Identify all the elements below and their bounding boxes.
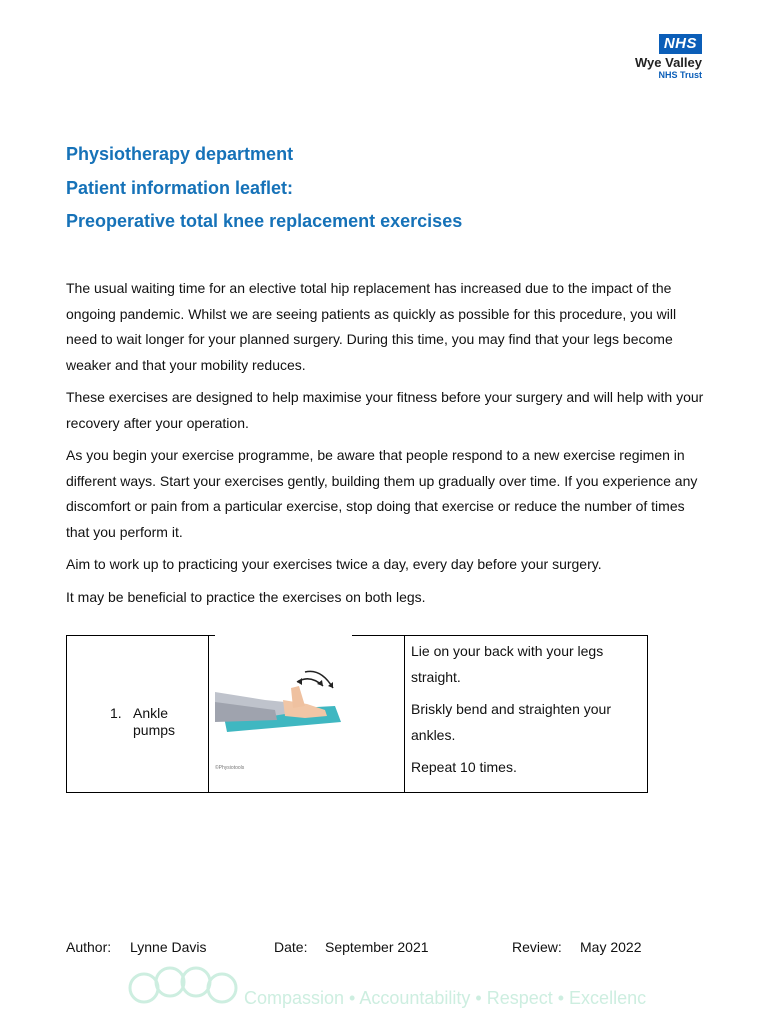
- exercise-number: 1.: [110, 705, 122, 721]
- title-heading: Preoperative total knee replacement exercises: [66, 211, 463, 231]
- paragraph: It may be beneficial to practice the exercises on both legs.: [66, 588, 426, 605]
- exercise-name-line2: pumps: [133, 722, 176, 738]
- paragraph: As you begin your exercise programme, be aware that people respond to a new exercise regimen in different ways. Start your exercises gently, building them up gradually over time. If you experience any discomfort or pain from a particular exercise, stop doing that exercise or reduce the number of times that you perform it.: [66, 447, 698, 540]
- exercise-image-cell: [209, 636, 405, 793]
- values-text: Compassion • Accountability • Respect • Excellence: [244, 988, 646, 1008]
- table-row: [67, 636, 648, 793]
- instruction: Lie on your back with your legs straight.: [411, 643, 604, 685]
- instruction: Repeat 10 times.: [411, 759, 517, 775]
- paragraph: Aim to work up to practicing your exercises twice a day, every day before your surgery.: [66, 556, 602, 572]
- document-headings: [66, 138, 462, 239]
- nhs-badge: NHS: [659, 34, 702, 54]
- paragraph: The usual waiting time for an elective total hip replacement has increased due to the impact of the ongoing pandemic. Whilst we are seeing patients as quickly as possible for this procedure, you will need to wait longer for your planned surgery. During this time, you may find that your legs become weaker and that your mobility reduces.: [66, 280, 677, 373]
- body-text: [66, 276, 706, 617]
- instruction: Briskly bend and straighten your ankles.: [411, 701, 611, 743]
- image-copyright: ©Physiotools: [215, 765, 245, 771]
- leaflet-heading: Patient information leaflet:: [66, 177, 294, 198]
- values-watermark: [126, 958, 646, 1015]
- instructions-cell: [405, 636, 648, 793]
- department-heading: Physiotherapy department: [66, 144, 294, 164]
- logo-organisation: Wye Valley: [635, 55, 702, 70]
- nhs-logo: [635, 34, 702, 80]
- logo-trust: NHS Trust: [658, 70, 702, 80]
- paragraph: These exercises are designed to help maximise your fitness before your surgery and will help with your recovery after your operation.: [66, 389, 704, 431]
- circles-watermark-icon: [130, 968, 236, 1002]
- date-label: Date:: [274, 939, 308, 955]
- exercise-name-cell: [67, 636, 209, 793]
- ankle-pumps-illustration: [215, 640, 352, 770]
- author-name: Lynne Davis: [130, 939, 207, 955]
- date-value: September 2021: [325, 939, 429, 955]
- review-value: May 2022: [580, 939, 642, 955]
- exercise-name-line1: Ankle: [133, 705, 169, 721]
- exercise-name: [133, 705, 175, 739]
- author-label: Author:: [66, 939, 112, 955]
- values-strip: [126, 958, 646, 1010]
- exercise-table: [66, 635, 648, 793]
- review-label: Review:: [512, 939, 562, 955]
